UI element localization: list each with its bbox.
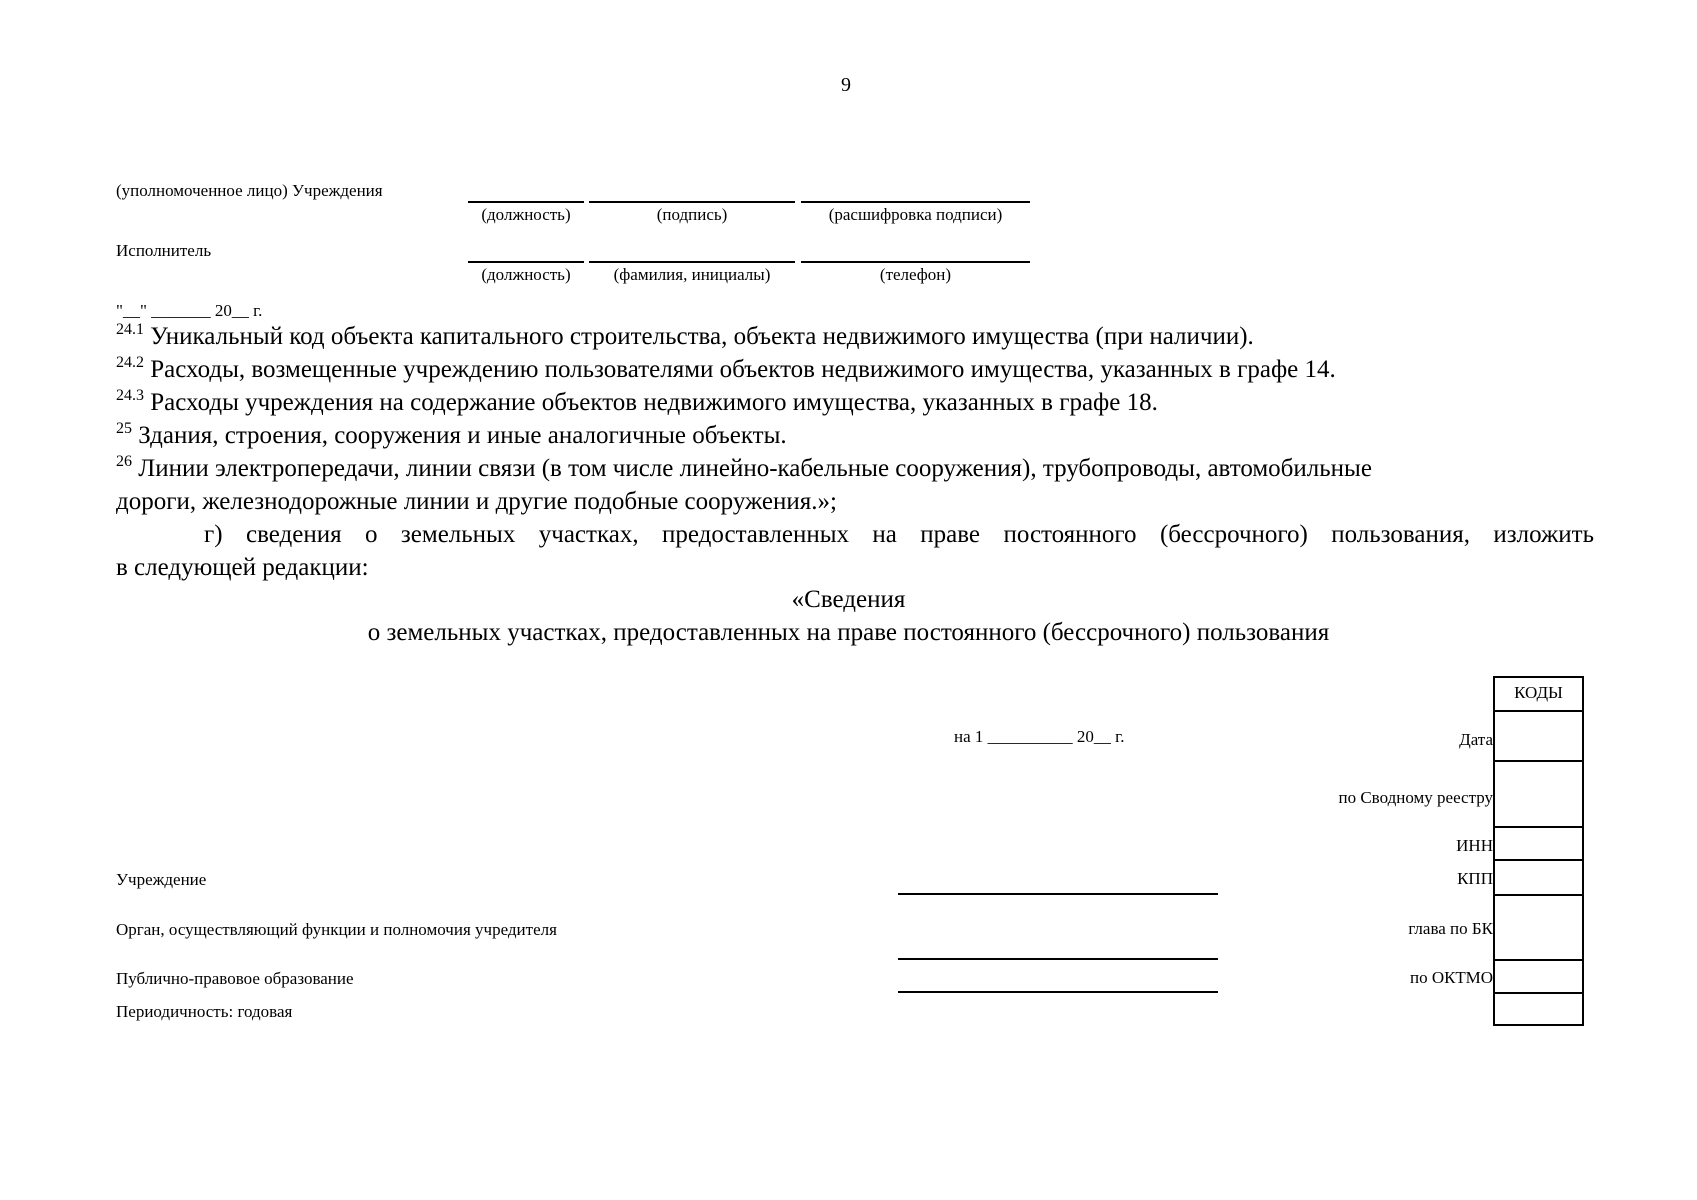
code-cell-inn [1495,826,1582,859]
caption-phone: (телефон) [879,265,952,284]
code-cell-kpp [1495,859,1582,894]
code-cell-extra [1495,992,1582,1024]
paragraph-g-line-2: в следующей редакции: [116,554,369,581]
code-cell-oktmo [1495,959,1582,992]
label-date: Дата [1459,730,1493,749]
footnote-mark: 26 [116,453,132,470]
public-entity-line [898,991,1218,993]
caption-position-2: (должность) [481,265,571,284]
institution-label: Учреждение [116,870,207,889]
caption-name: (фамилия, инициалы) [613,265,771,284]
signature-decode-line [801,201,1030,203]
footnote-mark: 24.2 [116,354,144,371]
founder-body-line [898,958,1218,960]
executor-label: Исполнитель [116,241,212,260]
code-cell-budget-chapter [1495,894,1582,959]
institution-line [898,893,1218,895]
label-oktmo: по ОКТМО [1409,968,1493,987]
caption-signature: (подпись) [656,205,728,224]
label-kpp: КПП [1457,869,1493,888]
form-title-2: о земельных участках, предоставленных на праве постоянного (бессрочного) пользования [367,619,1330,646]
codes-header: КОДЫ [1514,683,1563,702]
label-inn: ИНН [1456,836,1493,855]
paragraph-g-line-1: г) сведения о земельных участках, предоставленных на праве постоянного (бессрочного) пользования, изложить [204,521,1594,548]
label-registry: по Сводному реестру [1338,788,1493,807]
footnote-text: Расходы, возмещенные учреждению пользователями объектов недвижимого имущества, указанных в графе 14. [150,356,1336,383]
caption-position-1: (должность) [481,205,571,224]
code-cell-registry [1495,760,1582,826]
form-date: на 1 __________ 20__ г. [954,727,1125,746]
footnote-26 [116,455,1372,483]
label-budget-chapter: глава по БК [1408,919,1493,938]
footnote-26-continuation: дороги, железнодорожные линии и другие подобные сооружения.»; [116,488,837,515]
periodicity-label: Периодичность: годовая [116,1002,293,1021]
phone-line [801,261,1030,263]
name-line [589,261,795,263]
footnote-text: Уникальный код объекта капитального строительства, объекта недвижимого имущества (при наличии). [150,323,1254,350]
form-title-1: «Сведения [791,586,906,613]
codes-table [1493,676,1584,1026]
position-line-1 [468,201,584,203]
founder-body-label: Орган, осуществляющий функции и полномочия учредителя [116,920,557,939]
public-entity-label: Публично-правовое образование [116,969,354,988]
footnote-text: Здания, строения, сооружения и иные аналогичные объекты. [138,422,787,449]
footnote-24-1 [116,323,1254,351]
footnote-mark: 24.3 [116,387,144,404]
code-cell-date [1495,710,1582,760]
footnote-mark: 25 [116,420,132,437]
date-line: "__" _______ 20__ г. [116,301,263,320]
footnote-25 [116,422,787,450]
page-number: 9 [841,74,851,96]
footnote-mark: 24.1 [116,321,144,338]
caption-signature-decode: (расшифровка подписи) [828,205,1003,224]
authorized-person-label: (уполномоченное лицо) Учреждения [116,181,383,200]
footnote-24-2 [116,356,1336,384]
signature-line [589,201,795,203]
footnote-24-3 [116,389,1158,417]
footnote-text: Расходы учреждения на содержание объектов недвижимого имущества, указанных в графе 18. [150,389,1158,416]
footnote-text: Линии электропередачи, линии связи (в том числе линейно-кабельные сооружения), трубопроводы, автомобильные [138,455,1372,482]
position-line-2 [468,261,584,263]
